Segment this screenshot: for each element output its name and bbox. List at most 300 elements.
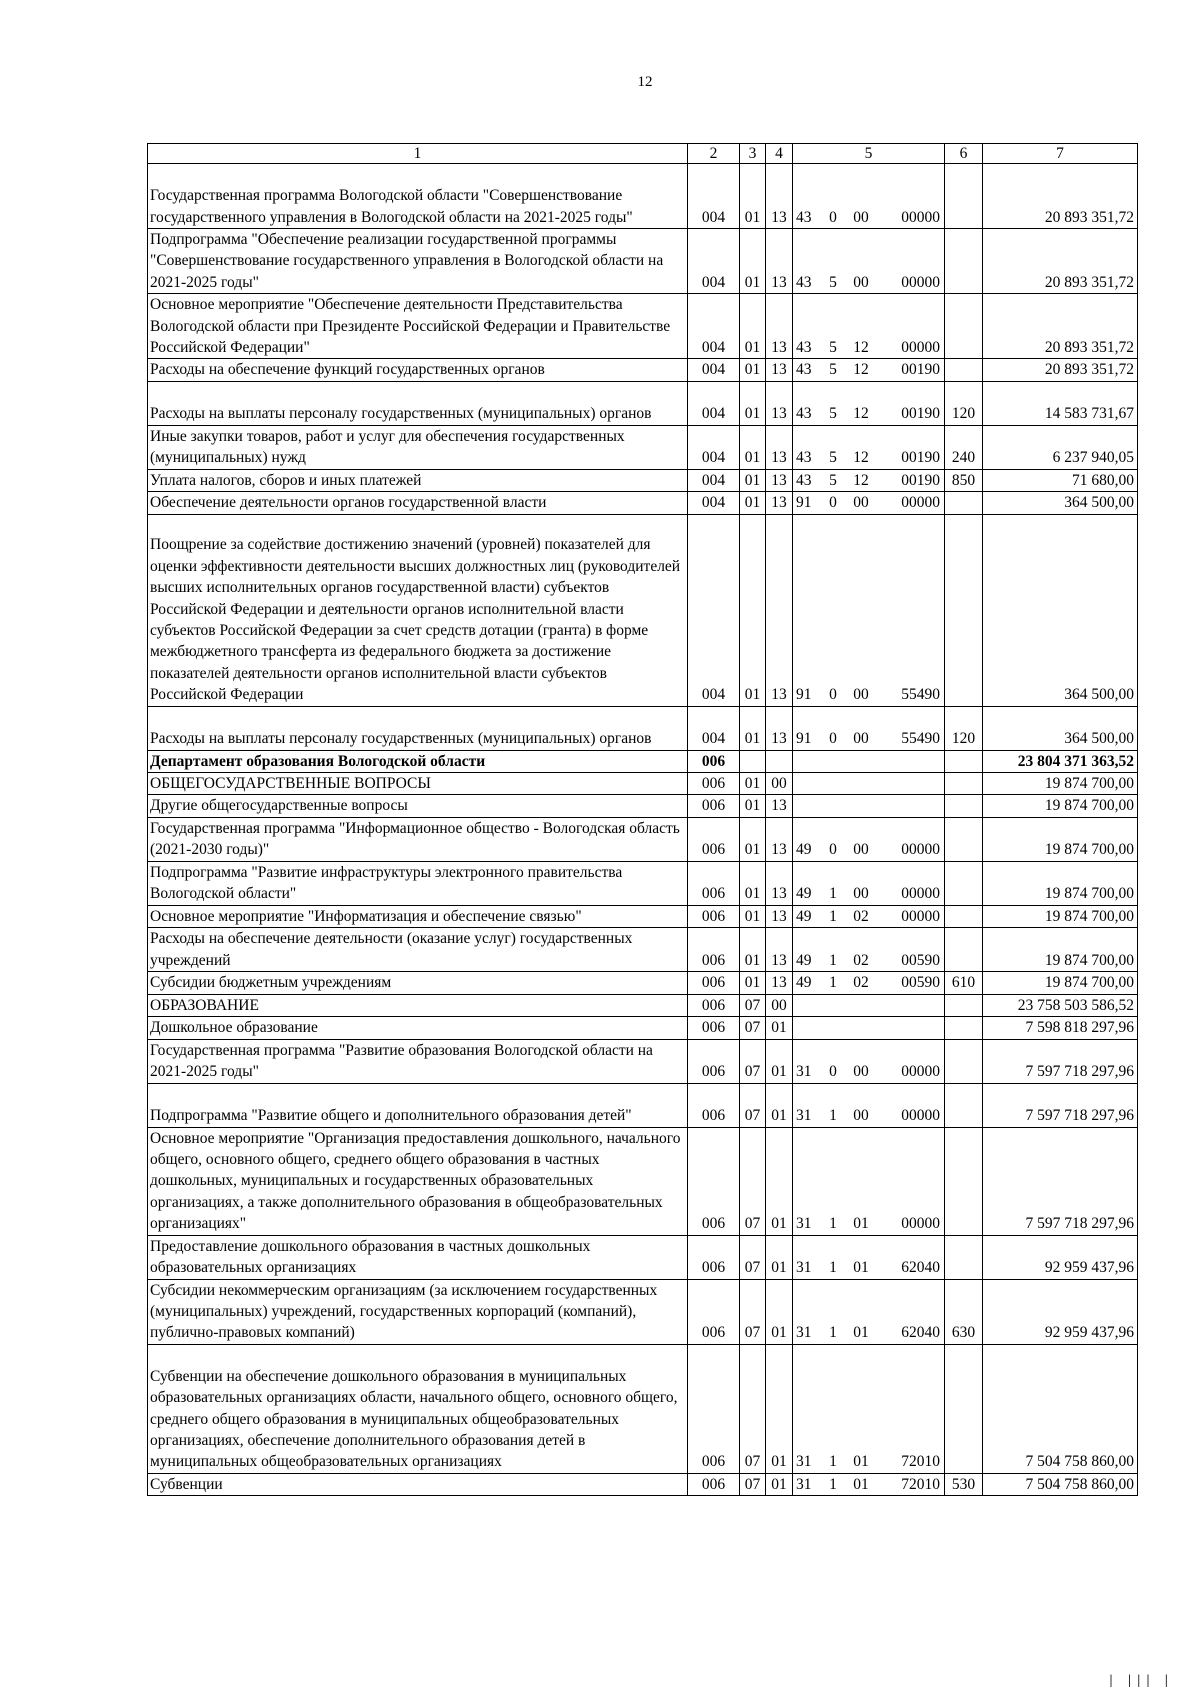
row-description: Подпрограмма "Обеспечение реализации государственной программы "Совершенствование государственного управления в Вологодской области на 2021-2025 годы" bbox=[148, 229, 688, 294]
target-article-part: 1 bbox=[829, 1324, 837, 1342]
row-target-article bbox=[793, 1235, 945, 1279]
target-article-part: 02 bbox=[853, 907, 869, 925]
row-expense-type bbox=[945, 1235, 983, 1279]
target-article-part: 1 bbox=[829, 1215, 837, 1233]
row-department-code: 006 bbox=[688, 1039, 740, 1083]
table-row bbox=[148, 1279, 1138, 1344]
row-target-article bbox=[793, 294, 945, 359]
row-expense-type bbox=[945, 1344, 983, 1473]
row-subsection-code: 01 bbox=[766, 1127, 793, 1235]
target-article-part: 43 bbox=[796, 405, 812, 423]
row-section-code: 01 bbox=[740, 795, 766, 817]
row-subsection-code: 13 bbox=[766, 492, 793, 514]
table-row bbox=[148, 861, 1138, 905]
row-subsection-code: 01 bbox=[766, 1017, 793, 1039]
table-row bbox=[148, 817, 1138, 861]
row-expense-type bbox=[945, 1017, 983, 1039]
row-department-code: 006 bbox=[688, 1017, 740, 1039]
table-row bbox=[148, 359, 1138, 381]
target-article-part: 91 bbox=[796, 730, 812, 748]
row-department-code: 004 bbox=[688, 469, 740, 491]
row-section-code: 01 bbox=[740, 972, 766, 994]
target-article-part: 31 bbox=[796, 1063, 812, 1081]
page-number: 12 bbox=[637, 74, 653, 90]
row-amount: 20 893 351,72 bbox=[983, 294, 1138, 359]
target-article-part: 5 bbox=[829, 339, 837, 357]
table-row bbox=[148, 905, 1138, 927]
row-target-article bbox=[793, 492, 945, 514]
row-description: Иные закупки товаров, работ и услуг для обеспечения государственных (муниципальных) нужд bbox=[148, 425, 688, 469]
row-subsection-code: 01 bbox=[766, 1279, 793, 1344]
target-article-part: 12 bbox=[853, 405, 869, 423]
budget-table bbox=[147, 143, 1138, 1496]
target-article-part: 43 bbox=[796, 471, 812, 489]
target-article-part: 00000 bbox=[901, 494, 940, 512]
table-row bbox=[148, 1083, 1138, 1127]
row-target-article bbox=[793, 706, 945, 750]
target-article-part: 31 bbox=[796, 1324, 812, 1342]
row-section-code: 01 bbox=[740, 294, 766, 359]
row-target-article bbox=[793, 381, 945, 425]
row-subsection-code: 13 bbox=[766, 861, 793, 905]
target-article-part: 00000 bbox=[901, 1215, 940, 1233]
row-subsection-code: 13 bbox=[766, 164, 793, 229]
target-article-part: 00 bbox=[853, 730, 869, 748]
table-row bbox=[148, 994, 1138, 1016]
row-department-code: 006 bbox=[688, 1127, 740, 1235]
row-subsection-code: 13 bbox=[766, 229, 793, 294]
target-article-part: 5 bbox=[829, 471, 837, 489]
col-header-1: 1 bbox=[148, 144, 688, 164]
row-expense-type bbox=[945, 795, 983, 817]
row-section-code: 07 bbox=[740, 1344, 766, 1473]
row-section-code: 07 bbox=[740, 1279, 766, 1344]
row-section-code: 01 bbox=[740, 359, 766, 381]
row-target-article bbox=[793, 1127, 945, 1235]
target-article-part: 00190 bbox=[901, 449, 940, 467]
row-department-code: 004 bbox=[688, 425, 740, 469]
row-department-code: 006 bbox=[688, 905, 740, 927]
row-subsection-code: 13 bbox=[766, 817, 793, 861]
row-department-code: 006 bbox=[688, 1083, 740, 1127]
row-amount: 19 874 700,00 bbox=[983, 928, 1138, 972]
row-subsection-code: 00 bbox=[766, 994, 793, 1016]
target-article-part: 43 bbox=[796, 208, 812, 226]
row-description: ОБЩЕГОСУДАРСТВЕННЫЕ ВОПРОСЫ bbox=[148, 773, 688, 795]
row-target-article bbox=[793, 1279, 945, 1344]
target-article-part: 00 bbox=[853, 494, 869, 512]
row-subsection-code: 13 bbox=[766, 425, 793, 469]
row-expense-type bbox=[945, 164, 983, 229]
row-description: Обеспечение деятельности органов государственной власти bbox=[148, 492, 688, 514]
row-description: Субвенции на обеспечение дошкольного образования в муниципальных образовательных организациях области, начального общего, основного общего, среднего общего образования в муниципальных общеобразовательных организациях, обеспечение дополнительного образования детей в муниципальных общеобразовательных организациях bbox=[148, 1344, 688, 1473]
table-row bbox=[148, 514, 1138, 706]
row-expense-type: 240 bbox=[945, 425, 983, 469]
row-amount: 92 959 437,96 bbox=[983, 1279, 1138, 1344]
table-row bbox=[148, 773, 1138, 795]
target-article-part: 00000 bbox=[901, 841, 940, 859]
table-row bbox=[148, 294, 1138, 359]
col-header-5: 5 bbox=[793, 144, 945, 164]
target-article-part: 43 bbox=[796, 339, 812, 357]
target-article-part: 01 bbox=[853, 1324, 869, 1342]
row-target-article bbox=[793, 425, 945, 469]
row-section-code: 01 bbox=[740, 425, 766, 469]
row-target-article bbox=[793, 1344, 945, 1473]
table-row bbox=[148, 1235, 1138, 1279]
row-description: Департамент образования Вологодской области bbox=[148, 750, 688, 772]
target-article-part: 00590 bbox=[901, 951, 940, 969]
row-subsection-code: 13 bbox=[766, 795, 793, 817]
row-description: Другие общегосударственные вопросы bbox=[148, 795, 688, 817]
row-description: Субсидии некоммерческим организациям (за исключением государственных (муниципальных) учреждений, государственных корпораций (компаний), публично-правовых компаний) bbox=[148, 1279, 688, 1344]
target-article-part: 00 bbox=[853, 208, 869, 226]
row-expense-type bbox=[945, 1039, 983, 1083]
row-amount: 7 504 758 860,00 bbox=[983, 1344, 1138, 1473]
row-section-code: 07 bbox=[740, 1127, 766, 1235]
table-row bbox=[148, 928, 1138, 972]
target-article-part: 01 bbox=[853, 1453, 869, 1471]
row-target-article bbox=[793, 514, 945, 706]
target-article-part: 01 bbox=[853, 1475, 869, 1493]
row-section-code: 01 bbox=[740, 469, 766, 491]
row-subsection-code: 01 bbox=[766, 1083, 793, 1127]
row-target-article bbox=[793, 1473, 945, 1495]
row-target-article bbox=[793, 1017, 945, 1039]
target-article-part: 43 bbox=[796, 273, 812, 291]
row-subsection-code: 01 bbox=[766, 1039, 793, 1083]
row-target-article bbox=[793, 164, 945, 229]
row-expense-type bbox=[945, 514, 983, 706]
row-department-code: 006 bbox=[688, 1473, 740, 1495]
row-department-code: 006 bbox=[688, 861, 740, 905]
target-article-part: 1 bbox=[829, 885, 837, 903]
table-row bbox=[148, 1017, 1138, 1039]
row-section-code: 07 bbox=[740, 1083, 766, 1127]
row-amount: 20 893 351,72 bbox=[983, 229, 1138, 294]
target-article-part: 55490 bbox=[901, 730, 940, 748]
row-amount: 14 583 731,67 bbox=[983, 381, 1138, 425]
row-description: Расходы на обеспечение деятельности (оказание услуг) государственных учреждений bbox=[148, 928, 688, 972]
target-article-part: 02 bbox=[853, 974, 869, 992]
target-article-part: 5 bbox=[829, 361, 837, 379]
row-department-code: 006 bbox=[688, 928, 740, 972]
row-department-code: 006 bbox=[688, 1279, 740, 1344]
row-target-article bbox=[793, 750, 945, 772]
row-target-article bbox=[793, 905, 945, 927]
table-row bbox=[148, 1473, 1138, 1495]
row-expense-type bbox=[945, 1083, 983, 1127]
row-section-code: 01 bbox=[740, 164, 766, 229]
row-subsection-code: 13 bbox=[766, 469, 793, 491]
row-target-article bbox=[793, 994, 945, 1016]
target-article-part: 91 bbox=[796, 686, 812, 704]
row-amount: 92 959 437,96 bbox=[983, 1235, 1138, 1279]
target-article-part: 00000 bbox=[901, 907, 940, 925]
row-expense-type bbox=[945, 1127, 983, 1235]
target-article-part: 31 bbox=[796, 1107, 812, 1125]
table-row bbox=[148, 164, 1138, 229]
row-description: Подпрограмма "Развитие общего и дополнительного образования детей" bbox=[148, 1083, 688, 1127]
row-section-code bbox=[740, 750, 766, 772]
row-department-code: 004 bbox=[688, 381, 740, 425]
row-section-code: 07 bbox=[740, 1235, 766, 1279]
row-subsection-code: 13 bbox=[766, 972, 793, 994]
target-article-part: 0 bbox=[829, 494, 837, 512]
target-article-part: 91 bbox=[796, 494, 812, 512]
row-expense-type: 850 bbox=[945, 469, 983, 491]
target-article-part: 1 bbox=[829, 1259, 837, 1277]
target-article-part: 00000 bbox=[901, 885, 940, 903]
target-article-part: 00190 bbox=[901, 405, 940, 423]
row-amount: 23 804 371 363,52 bbox=[983, 750, 1138, 772]
row-amount: 19 874 700,00 bbox=[983, 861, 1138, 905]
target-article-part: 00590 bbox=[901, 974, 940, 992]
target-article-part: 5 bbox=[829, 449, 837, 467]
target-article-part: 00 bbox=[853, 841, 869, 859]
row-subsection-code: 13 bbox=[766, 294, 793, 359]
row-amount: 20 893 351,72 bbox=[983, 359, 1138, 381]
row-expense-type bbox=[945, 294, 983, 359]
target-article-part: 00000 bbox=[901, 339, 940, 357]
row-target-article bbox=[793, 795, 945, 817]
row-expense-type bbox=[945, 229, 983, 294]
row-description: Уплата налогов, сборов и иных платежей bbox=[148, 469, 688, 491]
row-description: Государственная программа Вологодской области "Совершенствование государственного управления в Вологодской области на 2021-2025 годы" bbox=[148, 164, 688, 229]
target-article-part: 00 bbox=[853, 1063, 869, 1081]
row-department-code: 004 bbox=[688, 514, 740, 706]
row-description: Государственная программа "Информационное общество - Вологодская область (2021-2030 годы)" bbox=[148, 817, 688, 861]
target-article-part: 31 bbox=[796, 1215, 812, 1233]
row-department-code: 006 bbox=[688, 1235, 740, 1279]
row-description: Подпрограмма "Развитие инфраструктуры электронного правительства Вологодской области" bbox=[148, 861, 688, 905]
row-section-code: 07 bbox=[740, 994, 766, 1016]
table-row bbox=[148, 1127, 1138, 1235]
row-subsection-code: 01 bbox=[766, 1344, 793, 1473]
row-description: Предоставление дошкольного образования в частных дошкольных образовательных организациях bbox=[148, 1235, 688, 1279]
target-article-part: 01 bbox=[853, 1215, 869, 1233]
row-amount: 20 893 351,72 bbox=[983, 164, 1138, 229]
row-target-article bbox=[793, 1083, 945, 1127]
row-subsection-code: 13 bbox=[766, 381, 793, 425]
target-article-part: 1 bbox=[829, 1475, 837, 1493]
row-target-article bbox=[793, 928, 945, 972]
row-section-code: 01 bbox=[740, 706, 766, 750]
row-description: Расходы на выплаты персоналу государственных (муниципальных) органов bbox=[148, 706, 688, 750]
row-description: Субвенции bbox=[148, 1473, 688, 1495]
target-article-part: 00 bbox=[853, 686, 869, 704]
row-target-article bbox=[793, 861, 945, 905]
target-article-part: 00 bbox=[853, 1107, 869, 1125]
row-department-code: 006 bbox=[688, 817, 740, 861]
row-expense-type bbox=[945, 861, 983, 905]
row-department-code: 004 bbox=[688, 164, 740, 229]
col-header-3: 3 bbox=[740, 144, 766, 164]
target-article-part: 31 bbox=[796, 1475, 812, 1493]
scan-marks: | ||| | bbox=[1107, 1673, 1172, 1687]
target-article-part: 49 bbox=[796, 907, 812, 925]
target-article-part: 01 bbox=[853, 1259, 869, 1277]
row-amount: 364 500,00 bbox=[983, 514, 1138, 706]
row-expense-type: 120 bbox=[945, 381, 983, 425]
row-department-code: 004 bbox=[688, 359, 740, 381]
table-row bbox=[148, 229, 1138, 294]
target-article-part: 1 bbox=[829, 1453, 837, 1471]
target-article-part: 12 bbox=[853, 361, 869, 379]
row-subsection-code: 01 bbox=[766, 1235, 793, 1279]
target-article-part: 5 bbox=[829, 405, 837, 423]
row-expense-type: 120 bbox=[945, 706, 983, 750]
row-description: Основное мероприятие "Информатизация и обеспечение связью" bbox=[148, 905, 688, 927]
target-article-part: 5 bbox=[829, 273, 837, 291]
row-section-code: 07 bbox=[740, 1017, 766, 1039]
target-article-part: 49 bbox=[796, 951, 812, 969]
row-subsection-code: 13 bbox=[766, 359, 793, 381]
col-header-4: 4 bbox=[766, 144, 793, 164]
target-article-part: 55490 bbox=[901, 686, 940, 704]
row-description: ОБРАЗОВАНИЕ bbox=[148, 994, 688, 1016]
row-section-code: 01 bbox=[740, 928, 766, 972]
row-section-code: 07 bbox=[740, 1473, 766, 1495]
row-expense-type bbox=[945, 928, 983, 972]
row-department-code: 006 bbox=[688, 994, 740, 1016]
target-article-part: 00000 bbox=[901, 1063, 940, 1081]
row-amount: 23 758 503 586,52 bbox=[983, 994, 1138, 1016]
row-amount: 7 504 758 860,00 bbox=[983, 1473, 1138, 1495]
row-subsection-code: 01 bbox=[766, 1473, 793, 1495]
target-article-part: 31 bbox=[796, 1453, 812, 1471]
row-description: Основное мероприятие "Организация предоставления дошкольного, начального общего, основного общего, среднего общего образования в частных дошкольных, муниципальных и государственных образовательных организациях, а также дополнительного образования в общеобразовательных организациях" bbox=[148, 1127, 688, 1235]
row-section-code: 01 bbox=[740, 861, 766, 905]
row-amount: 364 500,00 bbox=[983, 706, 1138, 750]
table-row bbox=[148, 1344, 1138, 1473]
row-amount: 6 237 940,05 bbox=[983, 425, 1138, 469]
row-subsection-code: 00 bbox=[766, 773, 793, 795]
row-expense-type: 530 bbox=[945, 1473, 983, 1495]
target-article-part: 49 bbox=[796, 885, 812, 903]
target-article-part: 72010 bbox=[901, 1475, 940, 1493]
row-department-code: 004 bbox=[688, 492, 740, 514]
target-article-part: 49 bbox=[796, 841, 812, 859]
row-description: Расходы на выплаты персоналу государственных (муниципальных) органов bbox=[148, 381, 688, 425]
row-description: Государственная программа "Развитие образования Вологодской области на 2021-2025 годы" bbox=[148, 1039, 688, 1083]
row-expense-type bbox=[945, 750, 983, 772]
row-expense-type bbox=[945, 994, 983, 1016]
target-article-part: 00000 bbox=[901, 273, 940, 291]
row-expense-type bbox=[945, 359, 983, 381]
row-subsection-code: 13 bbox=[766, 905, 793, 927]
row-description: Расходы на обеспечение функций государственных органов bbox=[148, 359, 688, 381]
row-amount: 7 597 718 297,96 bbox=[983, 1039, 1138, 1083]
row-section-code: 01 bbox=[740, 229, 766, 294]
target-article-part: 1 bbox=[829, 974, 837, 992]
target-article-part: 62040 bbox=[901, 1324, 940, 1342]
target-article-part: 12 bbox=[853, 471, 869, 489]
table-row bbox=[148, 381, 1138, 425]
table-row bbox=[148, 795, 1138, 817]
row-expense-type bbox=[945, 817, 983, 861]
table-row bbox=[148, 469, 1138, 491]
target-article-part: 0 bbox=[829, 730, 837, 748]
row-description: Поощрение за содействие достижению значений (уровней) показателей для оценки эффективности деятельности высших должностных лиц (руководителей высших исполнительных органов государственной власти) субъектов Российской Федерации и деятельности органов исполнительной власти субъектов Российской Федерации за счет средств дотации (гранта) в форме межбюджетного трансферта из федерального бюджета за достижение показателей деятельности органов исполнительной власти субъектов Российской Федерации bbox=[148, 514, 688, 706]
row-department-code: 004 bbox=[688, 706, 740, 750]
target-article-part: 0 bbox=[829, 1063, 837, 1081]
table-row bbox=[148, 706, 1138, 750]
row-expense-type bbox=[945, 905, 983, 927]
row-target-article bbox=[793, 1039, 945, 1083]
table-row bbox=[148, 1039, 1138, 1083]
target-article-part: 00190 bbox=[901, 471, 940, 489]
row-amount: 7 597 718 297,96 bbox=[983, 1127, 1138, 1235]
row-section-code: 01 bbox=[740, 773, 766, 795]
target-article-part: 1 bbox=[829, 951, 837, 969]
row-subsection-code: 13 bbox=[766, 928, 793, 972]
row-amount: 19 874 700,00 bbox=[983, 773, 1138, 795]
target-article-part: 43 bbox=[796, 361, 812, 379]
row-target-article bbox=[793, 972, 945, 994]
row-expense-type bbox=[945, 773, 983, 795]
row-department-code: 004 bbox=[688, 294, 740, 359]
row-amount: 19 874 700,00 bbox=[983, 817, 1138, 861]
row-target-article bbox=[793, 773, 945, 795]
target-article-part: 1 bbox=[829, 1107, 837, 1125]
row-department-code: 006 bbox=[688, 1344, 740, 1473]
row-description: Дошкольное образование bbox=[148, 1017, 688, 1039]
row-department-code: 004 bbox=[688, 229, 740, 294]
row-department-code: 006 bbox=[688, 795, 740, 817]
row-subsection-code: 13 bbox=[766, 514, 793, 706]
target-article-part: 0 bbox=[829, 686, 837, 704]
row-expense-type: 630 bbox=[945, 1279, 983, 1344]
row-target-article bbox=[793, 229, 945, 294]
target-article-part: 0 bbox=[829, 841, 837, 859]
col-header-7: 7 bbox=[983, 144, 1138, 164]
row-department-code: 006 bbox=[688, 773, 740, 795]
row-description: Основное мероприятие "Обеспечение деятельности Представительства Вологодской области при Президенте Российской Федерации и Правительстве Российской Федерации" bbox=[148, 294, 688, 359]
target-article-part: 00000 bbox=[901, 1107, 940, 1125]
row-amount: 71 680,00 bbox=[983, 469, 1138, 491]
row-expense-type: 610 bbox=[945, 972, 983, 994]
row-expense-type bbox=[945, 492, 983, 514]
target-article-part: 02 bbox=[853, 951, 869, 969]
table-row bbox=[148, 425, 1138, 469]
row-amount: 19 874 700,00 bbox=[983, 795, 1138, 817]
table-row bbox=[148, 492, 1138, 514]
row-section-code: 01 bbox=[740, 381, 766, 425]
header-row bbox=[148, 144, 1138, 164]
row-amount: 7 598 818 297,96 bbox=[983, 1017, 1138, 1039]
target-article-part: 49 bbox=[796, 974, 812, 992]
target-article-part: 72010 bbox=[901, 1453, 940, 1471]
col-header-2: 2 bbox=[688, 144, 740, 164]
row-subsection-code bbox=[766, 750, 793, 772]
row-description: Субсидии бюджетным учреждениям bbox=[148, 972, 688, 994]
row-amount: 7 597 718 297,96 bbox=[983, 1083, 1138, 1127]
target-article-part: 43 bbox=[796, 449, 812, 467]
target-article-part: 00 bbox=[853, 273, 869, 291]
row-section-code: 01 bbox=[740, 492, 766, 514]
row-amount: 364 500,00 bbox=[983, 492, 1138, 514]
row-section-code: 01 bbox=[740, 905, 766, 927]
table-row bbox=[148, 972, 1138, 994]
row-department-code: 006 bbox=[688, 750, 740, 772]
col-header-6: 6 bbox=[945, 144, 983, 164]
table-row bbox=[148, 750, 1138, 772]
row-section-code: 07 bbox=[740, 1039, 766, 1083]
target-article-part: 31 bbox=[796, 1259, 812, 1277]
target-article-part: 62040 bbox=[901, 1259, 940, 1277]
row-target-article bbox=[793, 359, 945, 381]
